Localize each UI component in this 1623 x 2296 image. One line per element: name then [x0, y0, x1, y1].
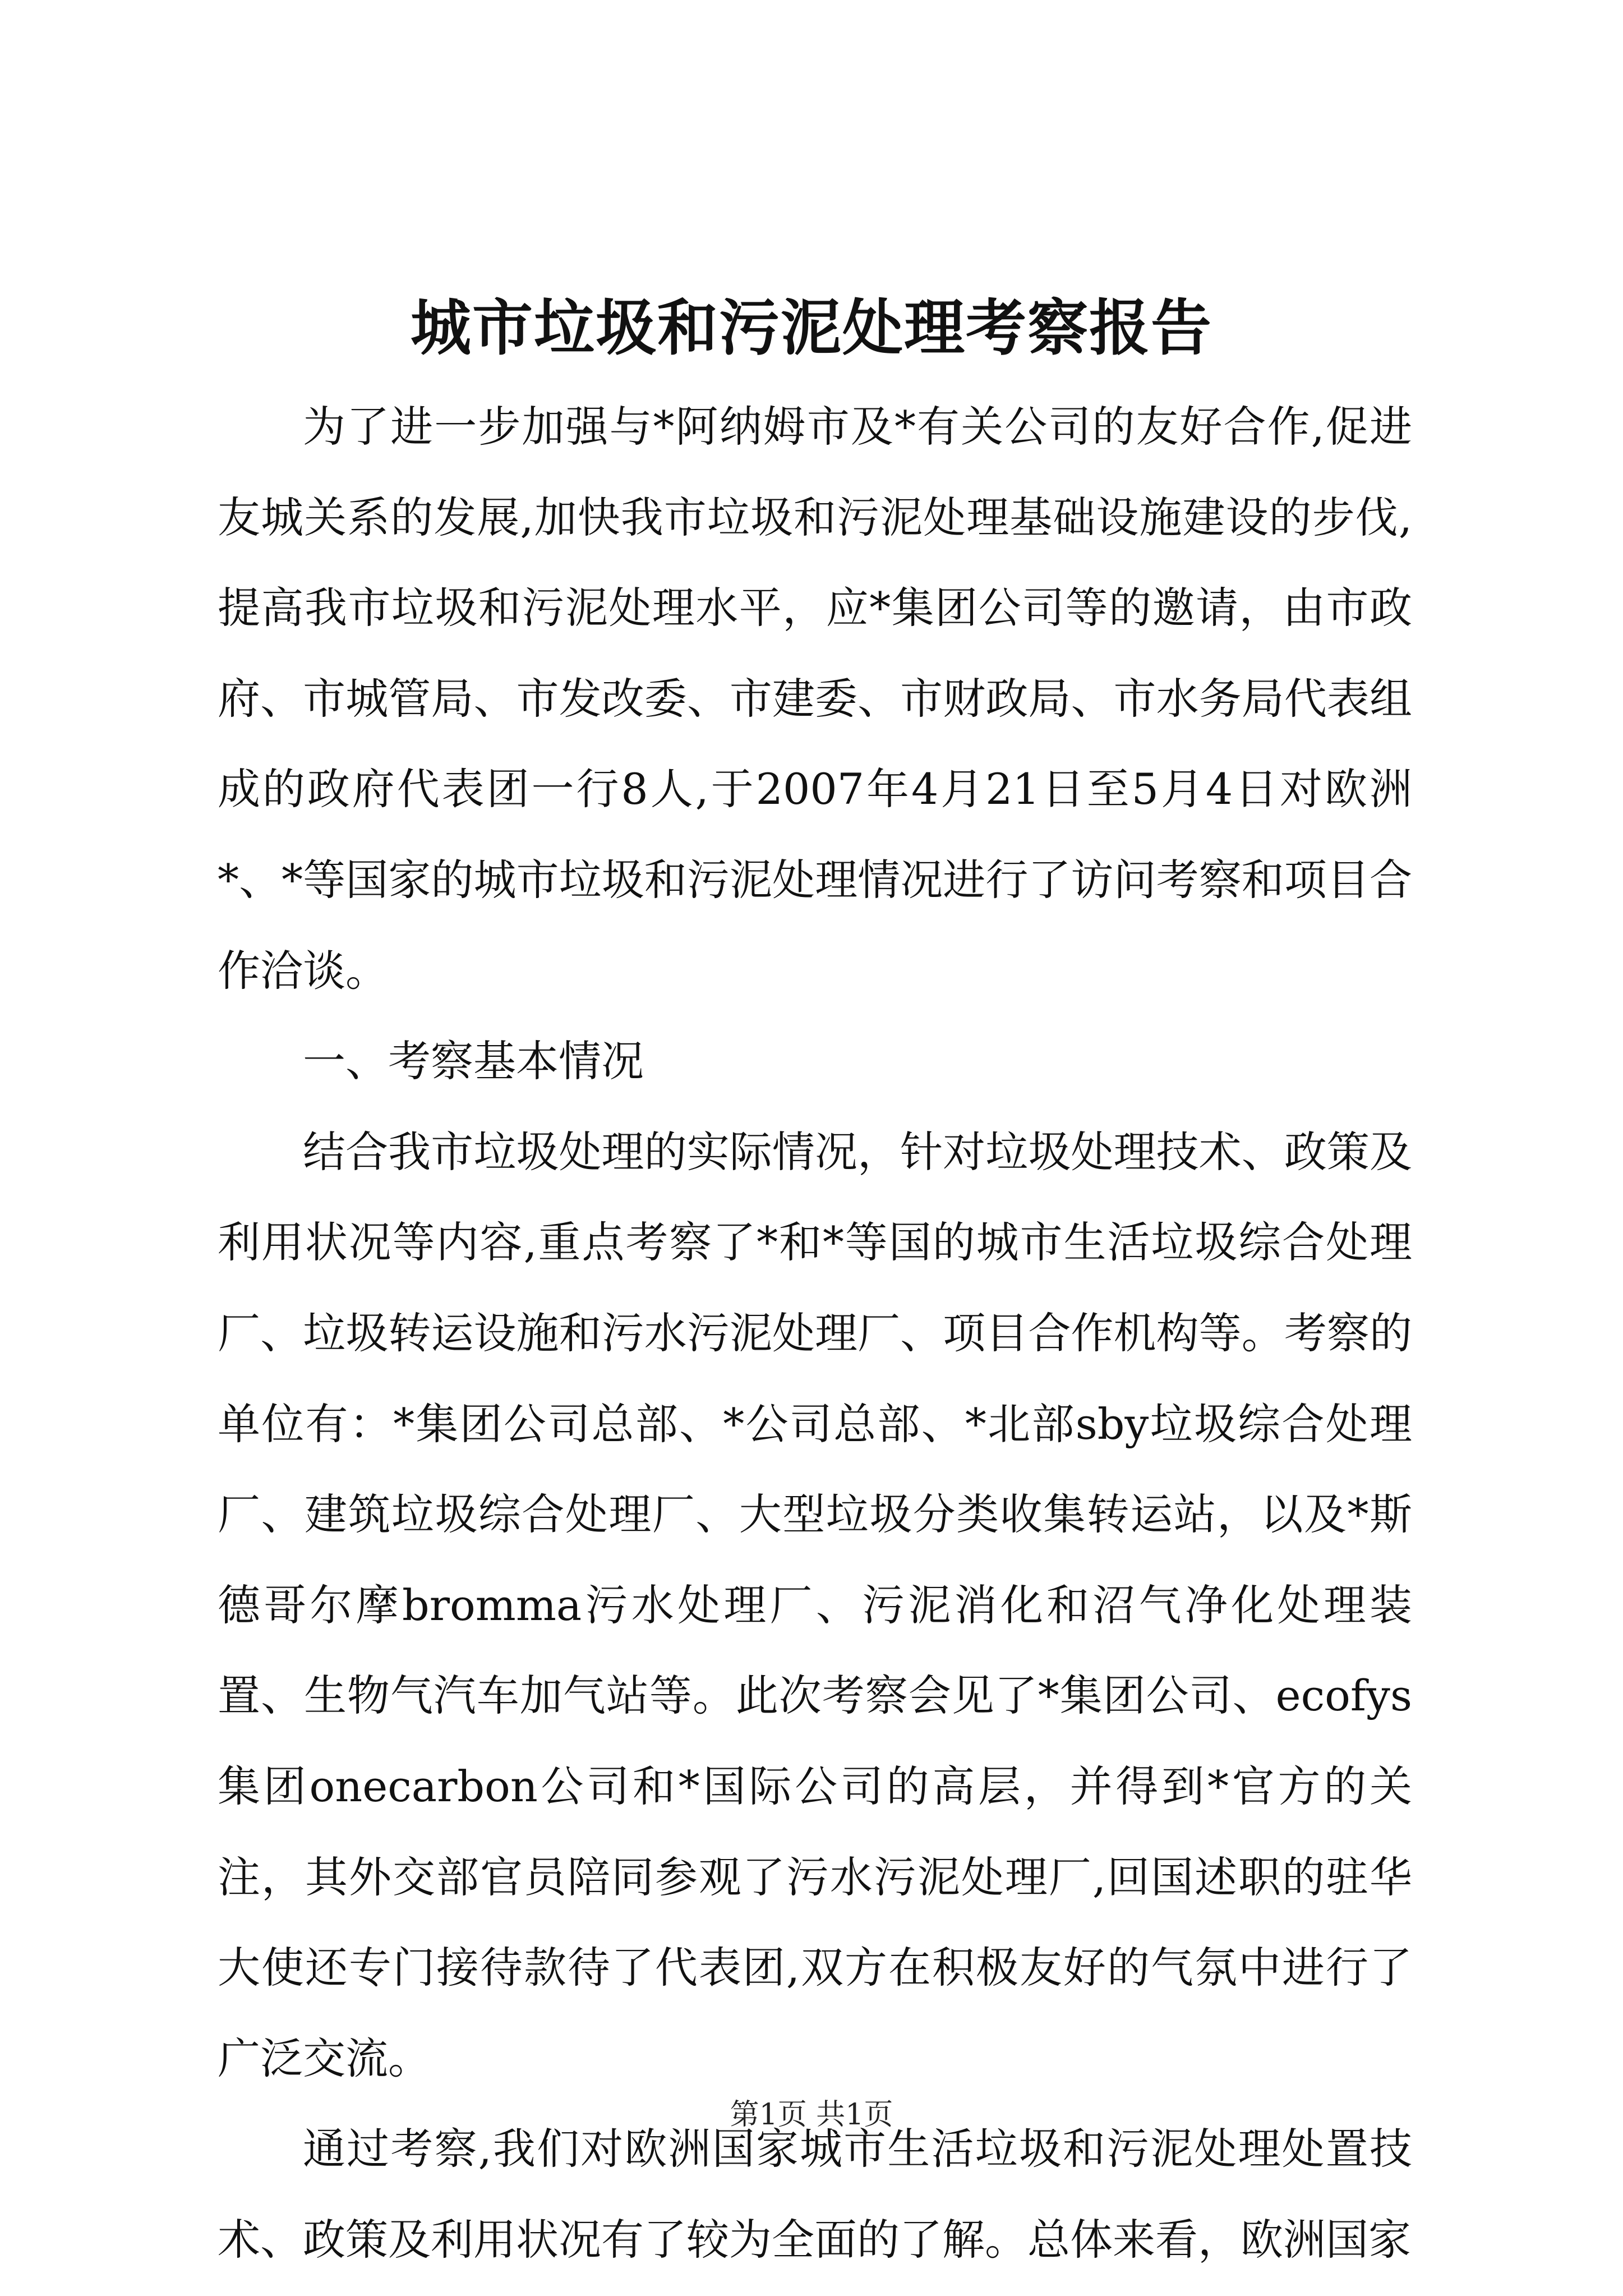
document-title: 城市垃圾和污泥处理考察报告: [410, 293, 1212, 364]
section-heading-basic-info: 一、考察基本情况: [303, 1036, 644, 1087]
paragraph-inspection-details: 结合我市垃圾处理的实际情况，针对垃圾处理技术、政策及利用状况等内容,重点考察了*和*等国的城市生活垃圾综合处理厂、垃圾转运设施和污水污泥处理厂、项目合作机构等。考察的单位有：*集团公司总部、*公司总部、*北部sby垃圾综合处理厂、建筑垃圾综合处理厂、大型垃圾分类收集转运站，以及*斯德哥尔摩bromma污水处理厂、污泥消化和沼气净化处理装置、生物气汽车加气站等。此次考察会见了*集团公司、ecofys集团onecarbon公司和*国际公司的高层，并得到*官方的关注，其外交部官员陪同参观了污水污泥处理厂,回国述职的驻华大使还专门接待款待了代表团,双方在积极友好的气氛中进行了广泛交流。: [218, 1126, 1412, 2083]
page-number-footer: 第1页 共1页: [730, 2098, 893, 2132]
document-body: [218, 381, 1412, 2285]
paragraph-conclusion-start: 通过考察,我们对欧洲国家城市生活垃圾和污泥处理处置技术、政策及利用状况有了较为全面的了解。总体来看，欧洲国家: [218, 2124, 1412, 2265]
paragraph-intro: 为了进一步加强与*阿纳姆市及*有关公司的友好合作,促进友城关系的发展,加快我市垃圾和污泥处理基础设施建设的步伐,提高我市垃圾和污泥处理水平，应*集团公司等的邀请，由市政府、市城管局、市发改委、市建委、市财政局、市水务局代表组成的政府代表团一行8人,于2007年4月21日至5月4日对欧洲*、*等国家的城市垃圾和污泥处理情况进行了访问考察和项目合作洽谈。: [218, 402, 1412, 996]
